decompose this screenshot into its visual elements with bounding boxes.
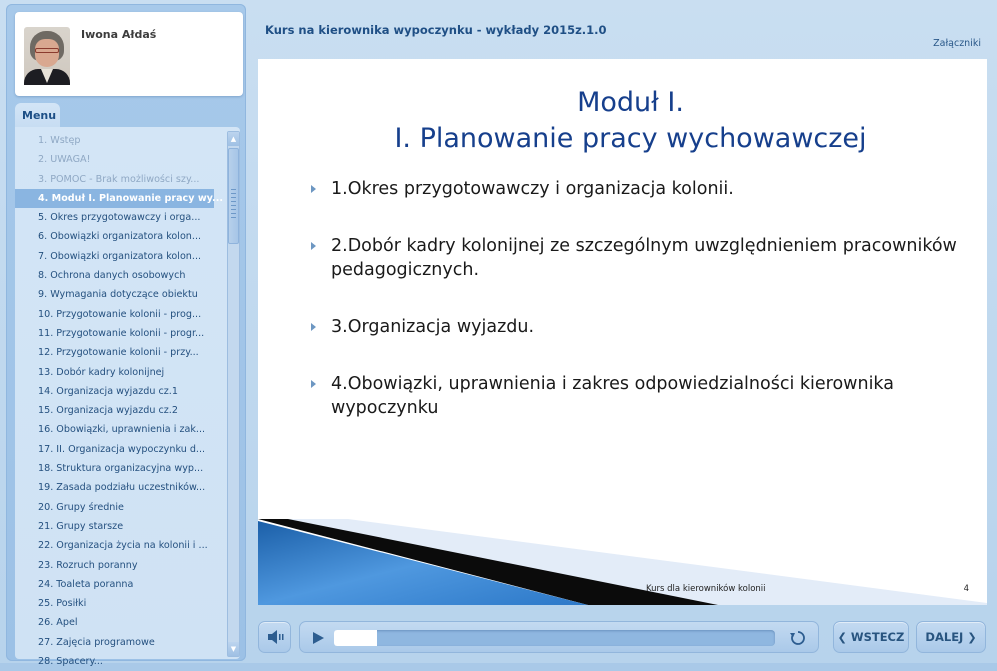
menu-item[interactable]: 13. Dobór kadry kolonijnej (38, 366, 165, 378)
slide-title-line2: I. Planowanie pracy wychowawczej (394, 123, 867, 154)
bullet-item: 4.Obowiązki, uprawnienia i zakres odpowiedzialności kierownika wypoczynku (308, 372, 968, 420)
volume-button[interactable] (258, 621, 291, 653)
bullet-arrow-icon (311, 242, 316, 250)
menu-item[interactable]: 25. Posiłki (38, 598, 87, 610)
menu-item[interactable]: 3. POMOC - Brak możliwości szy... (38, 173, 200, 185)
grip-icon (231, 189, 236, 219)
menu-item[interactable]: 10. Przygotowanie kolonii - prog... (38, 308, 202, 320)
bullet-arrow-icon (311, 185, 316, 193)
player-controls (258, 619, 987, 655)
menu-item[interactable]: 24. Toaleta poranna (38, 578, 134, 590)
menu-item[interactable]: 21. Grupy starsze (38, 520, 124, 532)
sidebar (6, 4, 246, 668)
menu-item[interactable]: 16. Obowiązki, uprawnienia i zak... (38, 424, 206, 436)
slide-number: 4 (963, 584, 969, 594)
profile-card (15, 12, 243, 96)
tab-menu[interactable]: Menu (15, 103, 60, 129)
chevron-right-icon: ❯ (967, 631, 977, 644)
chevron-left-icon: ❮ (837, 631, 847, 644)
scroll-up-icon[interactable]: ▲ (228, 132, 239, 146)
menu-item[interactable]: 12. Przygotowanie kolonii - przy... (38, 347, 199, 359)
menu-item[interactable]: 19. Zasada podziału uczestników... (38, 482, 206, 494)
menu-item[interactable]: 22. Organizacja życia na kolonii i ... (38, 540, 208, 552)
bullet-item: 3.Organizacja wyjazdu. (308, 315, 968, 339)
slide-footer: Kurs dla kierowników kolonii (646, 584, 766, 594)
menu-item[interactable]: 20. Grupy średnie (38, 501, 124, 513)
scroll-thumb[interactable] (228, 148, 239, 244)
menu-item[interactable]: 27. Zajęcia programowe (38, 636, 155, 648)
menu-item[interactable]: 11. Przygotowanie kolonii - progr... (38, 327, 205, 339)
menu-item[interactable]: 9. Wymagania dotyczące obiektu (38, 289, 198, 301)
menu-item[interactable]: 2. UWAGA! (38, 154, 91, 166)
menu-item[interactable]: 4. Moduł I. Planowanie pracy wy... (15, 189, 214, 208)
menu-item[interactable]: 14. Organizacja wyjazdu cz.1 (38, 385, 178, 397)
menu-item[interactable]: 28. Spacery... (38, 656, 103, 668)
speaker-icon (259, 622, 292, 652)
progress-bar[interactable] (334, 630, 775, 646)
menu-item[interactable]: 26. Apel (38, 617, 78, 629)
slide-decoration (258, 519, 987, 605)
profile-name: Iwona Ałdaś (81, 28, 157, 41)
next-button[interactable]: DALEJ ❯ (916, 621, 986, 653)
slide-bullets (308, 177, 968, 453)
menu-scrollbar[interactable] (227, 131, 240, 657)
attachments-link[interactable]: Załączniki (933, 38, 981, 49)
menu-item[interactable]: 1. Wstęp (38, 135, 81, 146)
menu-item[interactable]: 15. Organizacja wyjazdu cz.2 (38, 405, 178, 417)
menu-panel (15, 127, 240, 668)
menu-list (15, 131, 223, 671)
bullet-arrow-icon (311, 380, 316, 388)
menu-item[interactable]: 23. Rozruch poranny (38, 559, 138, 571)
menu-item[interactable]: 8. Ochrona danych osobowych (38, 270, 186, 282)
course-title: Kurs na kierownika wypoczynku - wykłady 2015z.1.0 (265, 23, 607, 37)
menu-item[interactable]: 5. Okres przygotowawczy i orga... (38, 212, 201, 224)
bullet-arrow-icon (311, 323, 316, 331)
slide (258, 59, 987, 605)
menu-item[interactable]: 18. Struktura organizacyjna wyp... (38, 463, 204, 475)
play-icon[interactable] (310, 630, 326, 646)
audio-player (299, 621, 819, 653)
progress-fill (334, 630, 377, 646)
slide-title-line1: Moduł I. (577, 87, 684, 118)
menu-item[interactable]: 17. II. Organizacja wypoczynku d... (38, 443, 206, 455)
replay-icon[interactable] (788, 628, 808, 648)
bullet-item: 1.Okres przygotowawczy i organizacja kolonii. (308, 177, 968, 201)
prev-button[interactable]: ❮ WSTECZ (833, 621, 909, 653)
menu-item[interactable]: 7. Obowiązki organizatora kolon... (38, 250, 202, 262)
bullet-item: 2.Dobór kadry kolonijnej ze szczególnym uwzględnieniem pracowników pedagogicznych. (308, 234, 968, 282)
avatar (24, 27, 70, 84)
scroll-down-icon[interactable]: ▼ (228, 642, 239, 656)
menu-item[interactable]: 6. Obowiązki organizatora kolon... (38, 231, 202, 243)
slide-title (258, 85, 987, 157)
